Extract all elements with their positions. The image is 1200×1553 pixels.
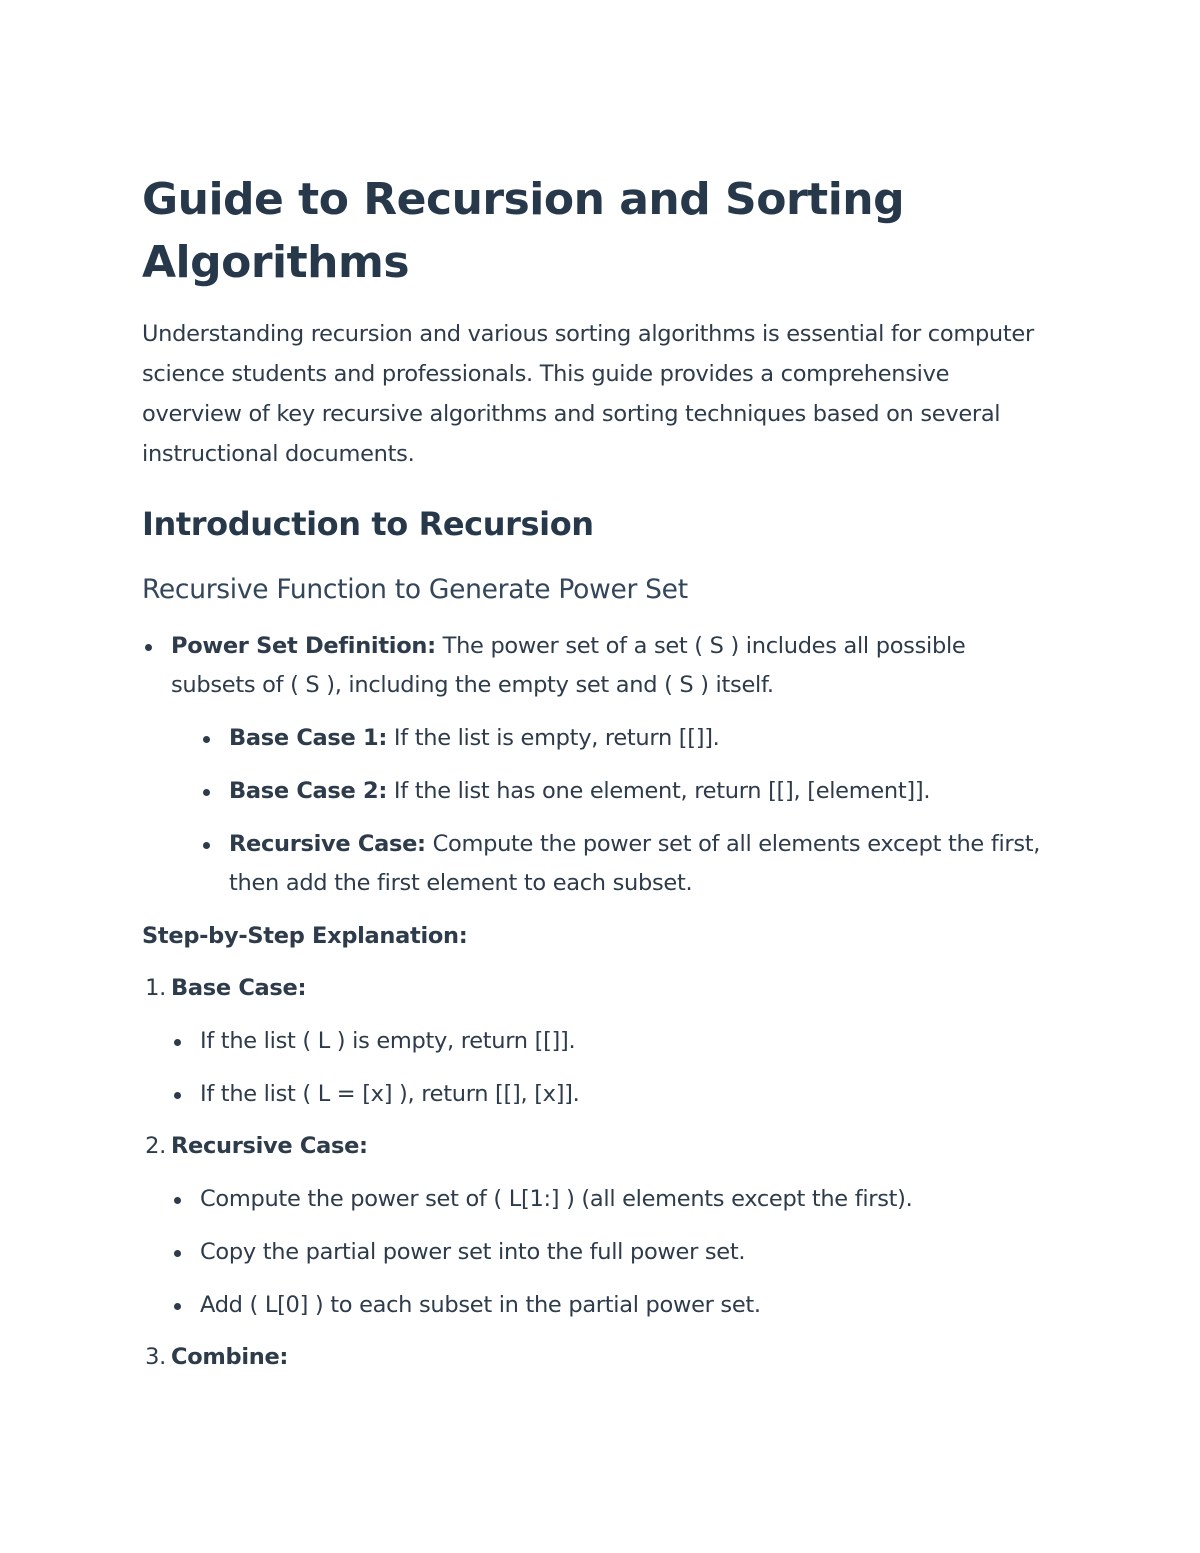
step-title [142,1338,1042,1377]
step-number: 3. [145,1344,166,1370]
step-sublist [171,1180,1042,1325]
case-text: Compute the power set of all elements except the first, then add the first element to each subset. [229,831,1041,896]
step-label: Base Case: [171,975,307,1001]
step-number: 2. [145,1133,166,1159]
definition-text: The power set of a set ( S ) includes all possible subsets of ( S ), including the empty set and ( S ) itself. [171,633,966,698]
step-number: 1. [145,975,166,1001]
definition-list [142,627,1042,903]
definition-label: Power Set Definition: [171,633,436,659]
step-item [142,1127,1042,1325]
explanation-heading: Step-by-Step Explanation: [142,923,468,949]
step-label: Combine: [171,1344,289,1370]
step-item [142,969,1042,1114]
case-item [200,719,1042,758]
case-item [200,772,1042,811]
steps-list [142,969,1042,1377]
step-label: Recursive Case: [171,1133,368,1159]
step-item [142,1338,1042,1377]
case-item [200,825,1042,903]
case-text: If the list has one element, return [[], [element]]. [387,778,931,804]
case-label: Base Case 2: [229,778,388,804]
step-sublist [171,1022,1042,1114]
case-text: If the list is empty, return [[]]. [387,725,720,751]
document-page [142,168,1042,1377]
step-subitem: Copy the partial power set into the full power set. [171,1233,1042,1272]
step-subitem: Add ( L[0] ) to each subset in the partial power set. [171,1286,1042,1325]
definition-item [142,627,1042,903]
case-list [200,719,1042,903]
step-subitem: Compute the power set of ( L[1:] ) (all elements except the first). [171,1180,1042,1219]
step-subitem: If the list ( L = [x] ), return [[], [x]]. [171,1075,1042,1114]
intro-paragraph: Understanding recursion and various sorting algorithms is essential for computer science students and professionals. This guide provides a comprehensive overview of key recursive algorithms and sorting techniques based on several instructional documents. [142,321,1034,467]
case-label: Recursive Case: [229,831,426,857]
step-subitem: If the list ( L ) is empty, return [[]]. [171,1022,1042,1061]
step-title [142,1127,1042,1166]
section-heading: Introduction to Recursion [142,505,594,543]
subsection-heading: Recursive Function to Generate Power Set [142,574,688,605]
step-title [142,969,1042,1008]
document-title: Guide to Recursion and Sorting Algorithms [142,174,905,288]
case-label: Base Case 1: [229,725,388,751]
